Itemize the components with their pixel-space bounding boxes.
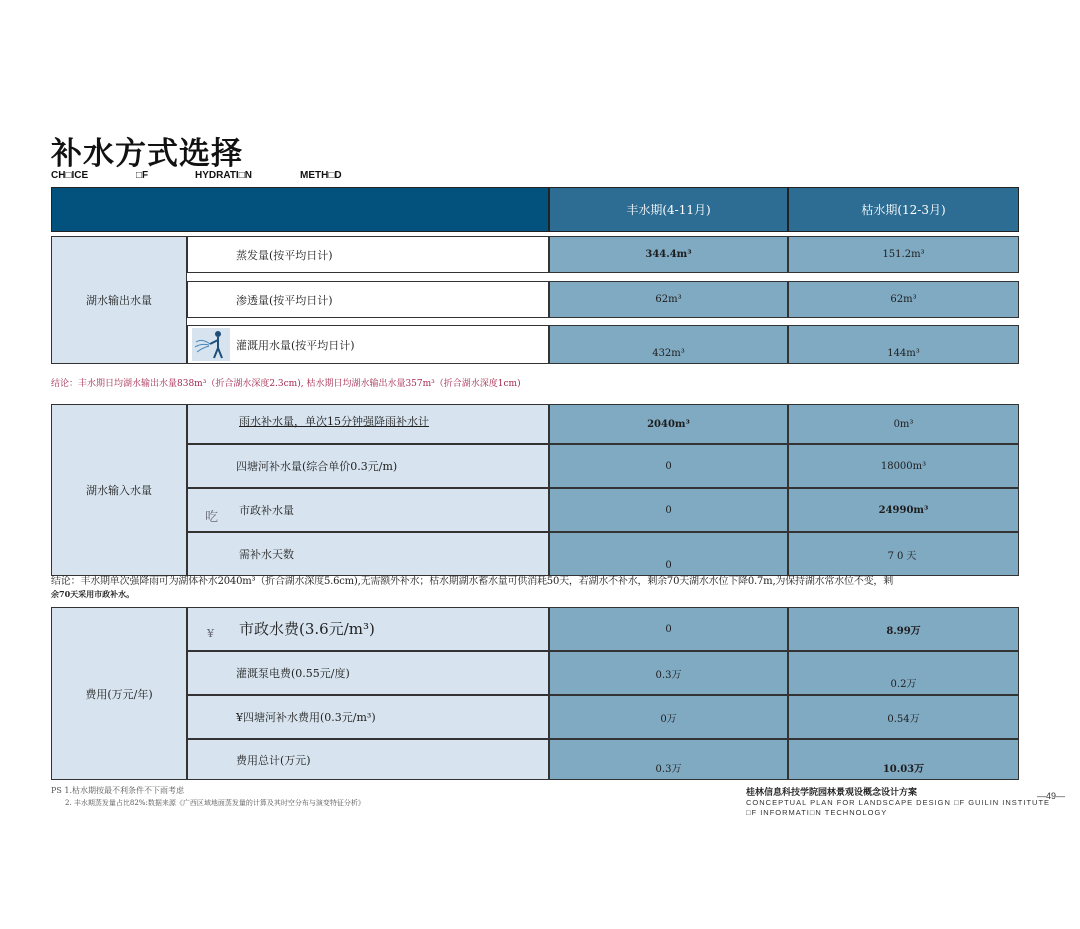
cell-irrigation-dry: 144m³ (788, 325, 1019, 364)
table-header-bar (51, 187, 549, 232)
row-label-sitang-river: 四塘河补水量(综合单价0.3元/m) (187, 444, 549, 488)
cell-municipal-wet: 0 (549, 488, 788, 532)
row-label-days: 需补水天数 (187, 532, 549, 576)
row-label-total: 费用总计(万元) (187, 739, 549, 780)
conclusion-input (51, 575, 1019, 601)
row-label-evaporation: 蒸发量(按平均日计) (187, 236, 549, 273)
row-label-sitang-fee: ¥四塘河补水费用(0.3元/m³) (187, 695, 549, 739)
cell-evaporation-wet: 344.4m³ (549, 236, 788, 273)
footnote-2: 2. 丰水期蒸发量占比82%:数据来源《广西区域地面蒸发量的计算及其时空分布与演变特征分析》 (65, 799, 365, 807)
rainwater-label-text: 雨水补水量，单次15分钟强降雨补水计 (239, 415, 429, 428)
municipal-icon: 吃 (205, 510, 219, 525)
row-label-municipal: 市政补水量 (187, 488, 549, 532)
footnotes (51, 785, 365, 809)
cell-rainwater-wet: 2040m³ (549, 404, 788, 444)
yuan-icon: ¥ (207, 627, 214, 640)
cell-days-wet: 0 (549, 532, 788, 576)
row-label-irrigation: 灌溉用水量(按平均日计) (187, 325, 549, 364)
cell-seepage-wet: 62m³ (549, 281, 788, 318)
conclusion-input-line2: 余70天采用市政补水。 (51, 589, 135, 599)
cell-irrigation-wet: 432m³ (549, 325, 788, 364)
footnote-1: PS 1.枯水期按最不利条件不下雨考虑 (51, 786, 185, 795)
header-wet-season: 丰水期(4-11月) (549, 187, 788, 232)
irrigation-icon (192, 328, 230, 361)
category-input: 湖水输入水量 (51, 404, 187, 576)
cell-total-wet: 0.3万 (549, 739, 788, 780)
cell-pump-dry: 0.2万 (788, 651, 1019, 695)
row-label-rainwater (187, 404, 549, 444)
cell-evaporation-dry: 151.2m³ (788, 236, 1019, 273)
footer-english-line2: □F INFORMATI□N TECHNOLOGY (746, 808, 888, 817)
conclusion-output: 结论：丰水期日均湖水输出水量838m³（折合湖水深度2.3cm), 枯水期日均湖水输出水量357m³（折合湖水深度1cm) (51, 379, 521, 389)
category-output: 湖水输出水量 (51, 236, 187, 364)
header-dry-season: 枯水期(12-3月) (788, 187, 1019, 232)
page-number: —49— (1037, 791, 1066, 801)
cell-rainwater-dry: 0m³ (788, 404, 1019, 444)
cell-municipal-dry: 24990m³ (788, 488, 1019, 532)
cell-sitang-fee-wet: 0万 (549, 695, 788, 739)
cell-sitang-wet: 0 (549, 444, 788, 488)
category-cost: 费用(万元/年) (51, 607, 187, 780)
cell-days-dry: 70天 (788, 532, 1019, 576)
page-title: 补水方式选择 (51, 136, 243, 172)
subtitle-word-2: □F (136, 170, 149, 181)
cell-total-dry: 10.03万 (788, 739, 1019, 780)
row-label-pump-electricity: 灌溉泵电费(0.55元/度) (187, 651, 549, 695)
cell-pump-wet: 0.3万 (549, 651, 788, 695)
footer-school-name: 桂林信息科技学院园林景观设概念设计方案 (746, 788, 918, 798)
subtitle-word-3: HYDRATI□N (195, 170, 252, 181)
footer-english-line1: CONCEPTUAL PLAN FOR LANDSCAPE DESIGN □F GUILIN INSTITUTE (746, 798, 1051, 807)
footer-english (746, 798, 1051, 818)
cell-municipal-fee-wet: 0 (549, 607, 788, 651)
row-label-municipal-fee: 市政水费(3.6元/m³) (187, 607, 549, 651)
subtitle-word-4: METH□D (300, 170, 342, 181)
subtitle-word-1: CH□ICE (51, 170, 89, 181)
row-label-seepage: 渗透量(按平均日计) (187, 281, 549, 318)
cell-sitang-fee-dry: 0.54万 (788, 695, 1019, 739)
cell-municipal-fee-dry: 8.99万 (788, 607, 1019, 651)
conclusion-input-line1: 结论：丰水期单次强降雨可为湖体补水2040m³（折合湖水深度5.6cm),无需额外补水；枯水期湖水蓄水量可供消耗50天，若湖水不补水，剩余70天湖水水位下降0.7m,为保持湖水常水位不变，剩 (51, 576, 894, 587)
cell-seepage-dry: 62m³ (788, 281, 1019, 318)
cell-sitang-dry: 18000m³ (788, 444, 1019, 488)
